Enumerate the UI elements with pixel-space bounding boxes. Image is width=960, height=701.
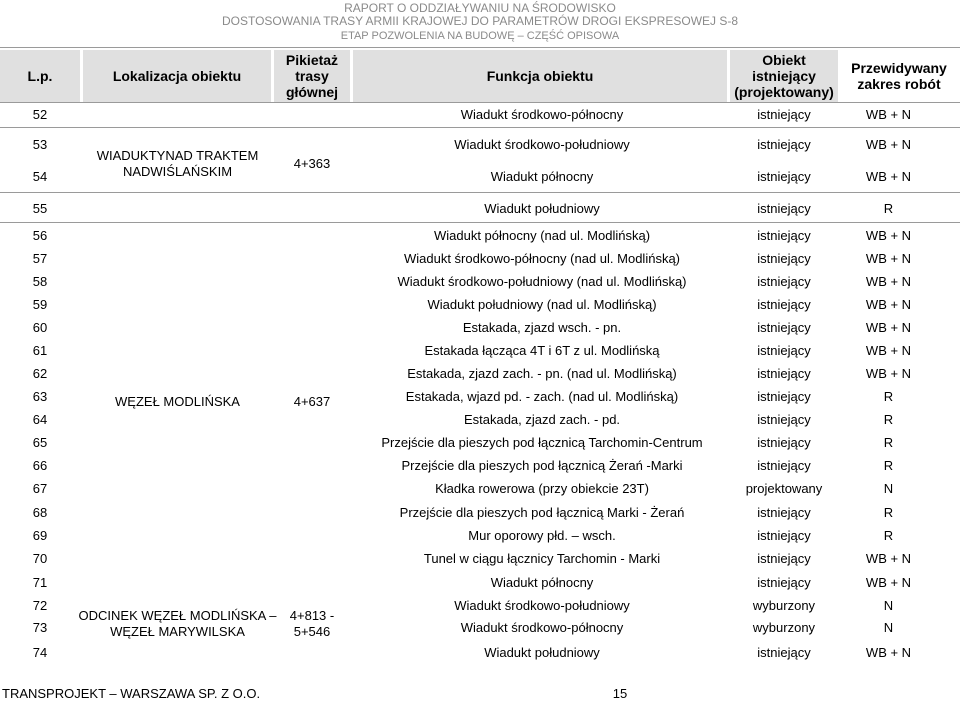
group-chainage: 4+637: [293, 394, 331, 409]
row-scope: WB + N: [865, 320, 912, 335]
col-header-function: Funkcja obiektu: [353, 50, 727, 102]
col-header-object: Obiekt istniejący (projektowany): [730, 50, 838, 102]
row-lp: 72: [32, 598, 48, 613]
row-function: Kładka rowerowa (przy obiekcie 23T): [435, 481, 649, 496]
row-separator: [0, 222, 960, 223]
col-header-chainage: Pikietaż trasy głównej: [274, 50, 350, 102]
row-lp: 65: [32, 435, 48, 450]
row-status: istniejący: [757, 389, 811, 404]
report-subtitle: DOSTOSOWANIA TRASY ARMII KRAJOWEJ DO PARAMETRÓW DROGI EKSPRESOWEJ S-8: [221, 14, 739, 28]
row-lp: 61: [32, 343, 48, 358]
row-lp: 59: [32, 297, 48, 312]
row-lp: 74: [32, 645, 48, 660]
row-lp: 57: [32, 251, 48, 266]
row-status: istniejący: [757, 297, 811, 312]
row-function: Przejście dla pieszych pod łącznicą Tarchomin-Centrum: [381, 435, 703, 450]
row-lp: 66: [32, 458, 48, 473]
row-scope: WB + N: [865, 137, 912, 152]
row-scope: N: [883, 598, 894, 613]
row-scope: WB + N: [865, 366, 912, 381]
row-scope: WB + N: [865, 551, 912, 566]
footer-company: TRANSPROJEKT – WARSZAWA SP. Z O.O.: [2, 686, 261, 701]
header-rule: [0, 47, 960, 48]
row-scope: WB + N: [865, 228, 912, 243]
row-scope: N: [883, 481, 894, 496]
row-scope: WB + N: [865, 343, 912, 358]
row-status: istniejący: [757, 551, 811, 566]
group-location: WIADUKTYNAD TRAKTEM NADWIŚLAŃSKIM: [96, 148, 259, 179]
row-status: projektowany: [745, 481, 823, 496]
row-scope: WB + N: [865, 107, 912, 122]
col-header-scope: Przewidywany zakres robót: [851, 60, 947, 92]
row-function: Estakada, wjazd pd. - zach. (nad ul. Modlińską): [405, 389, 679, 404]
row-status: istniejący: [757, 645, 811, 660]
row-status: istniejący: [757, 458, 811, 473]
row-lp: 55: [32, 201, 48, 216]
row-lp: 70: [32, 551, 48, 566]
row-lp: 63: [32, 389, 48, 404]
row-status: wyburzony: [752, 620, 816, 635]
row-status: istniejący: [757, 343, 811, 358]
row-scope: WB + N: [865, 169, 912, 184]
row-scope: R: [883, 389, 894, 404]
row-status: istniejący: [757, 137, 811, 152]
row-function: Wiadukt środkowo-południowy: [454, 137, 630, 152]
row-lp: 67: [32, 481, 48, 496]
row-function: Wiadukt środkowo-północny (nad ul. Modlińską): [403, 251, 680, 266]
row-lp: 60: [32, 320, 48, 335]
row-lp: 69: [32, 528, 48, 543]
row-function: Wiadukt środkowo-północny: [460, 620, 624, 635]
row-separator: [0, 127, 960, 128]
row-function: Wiadukt południowy (nad ul. Modlińską): [427, 297, 657, 312]
row-scope: R: [883, 458, 894, 473]
row-function: Estakada łącząca 4T i 6T z ul. Modlińską: [424, 343, 660, 358]
row-scope: R: [883, 505, 894, 520]
row-status: istniejący: [757, 412, 811, 427]
row-separator: [0, 192, 960, 193]
row-status: istniejący: [757, 320, 811, 335]
row-scope: R: [883, 201, 894, 216]
row-status: istniejący: [757, 228, 811, 243]
row-lp: 56: [32, 228, 48, 243]
row-status: istniejący: [757, 528, 811, 543]
row-function: Wiadukt północny: [490, 169, 594, 184]
row-lp: 68: [32, 505, 48, 520]
row-function: Wiadukt środkowo-północny: [460, 107, 624, 122]
row-status: istniejący: [757, 366, 811, 381]
row-scope: WB + N: [865, 251, 912, 266]
row-lp: 73: [32, 620, 48, 635]
row-function: Wiadukt południowy: [484, 645, 600, 660]
row-function: Przejście dla pieszych pod łącznicą Żerań -Marki: [401, 458, 683, 473]
row-lp: 53: [32, 137, 48, 152]
row-function: Wiadukt środkowo-południowy (nad ul. Modlińską): [397, 274, 687, 289]
page-footer: [0, 687, 960, 701]
row-function: Estakada, zjazd wsch. - pn.: [462, 320, 622, 335]
row-function: Wiadukt północny: [490, 575, 594, 590]
report-stage: ETAP POZWOLENIA NA BUDOWĘ – CZĘŚĆ OPISOWA: [340, 30, 620, 42]
row-status: wyburzony: [752, 598, 816, 613]
row-status: istniejący: [757, 107, 811, 122]
row-lp: 58: [32, 274, 48, 289]
row-status: istniejący: [757, 505, 811, 520]
row-status: istniejący: [757, 251, 811, 266]
row-function: Przejście dla pieszych pod łącznicą Marki - Żerań: [399, 505, 685, 520]
row-status: istniejący: [757, 575, 811, 590]
row-scope: WB + N: [865, 645, 912, 660]
row-function: Wiadukt północny (nad ul. Modlińską): [433, 228, 651, 243]
row-scope: WB + N: [865, 575, 912, 590]
row-function: Estakada, zjazd zach. - pd.: [463, 412, 621, 427]
group-chainage: 4+363: [293, 156, 331, 171]
row-scope: R: [883, 435, 894, 450]
row-scope: N: [883, 620, 894, 635]
row-status: istniejący: [757, 169, 811, 184]
row-scope: WB + N: [865, 297, 912, 312]
report-title: RAPORT O ODDZIAŁYWANIU NA ŚRODOWISKO: [344, 1, 616, 15]
col-header-lp: L.p.: [0, 50, 80, 102]
row-lp: 54: [32, 169, 48, 184]
group-location: WĘZEŁ MODLIŃSKA: [115, 394, 240, 409]
row-function: Wiadukt południowy: [484, 201, 600, 216]
row-status: istniejący: [757, 201, 811, 216]
row-separator: [0, 102, 960, 103]
row-function: Wiadukt środkowo-południowy: [454, 598, 630, 613]
group-chainage: 4+813 - 5+546: [289, 608, 335, 639]
group-location: ODCINEK WĘZEŁ MODLIŃSKA – WĘZEŁ MARYWILSKA: [78, 608, 277, 639]
row-status: istniejący: [757, 274, 811, 289]
row-status: istniejący: [757, 435, 811, 450]
row-lp: 71: [32, 575, 48, 590]
row-function: Tunel w ciągu łącznicy Tarchomin - Marki: [423, 551, 661, 566]
row-lp: 52: [32, 107, 48, 122]
row-scope: R: [883, 412, 894, 427]
row-function: Mur oporowy płd. – wsch.: [468, 528, 616, 543]
col-header-location: Lokalizacja obiektu: [83, 50, 271, 102]
row-function: Estakada, zjazd zach. - pn. (nad ul. Modlińską): [407, 366, 677, 381]
row-scope: R: [883, 528, 894, 543]
row-lp: 62: [32, 366, 48, 381]
row-lp: 64: [32, 412, 48, 427]
page-number: 15: [612, 686, 628, 701]
row-scope: WB + N: [865, 274, 912, 289]
